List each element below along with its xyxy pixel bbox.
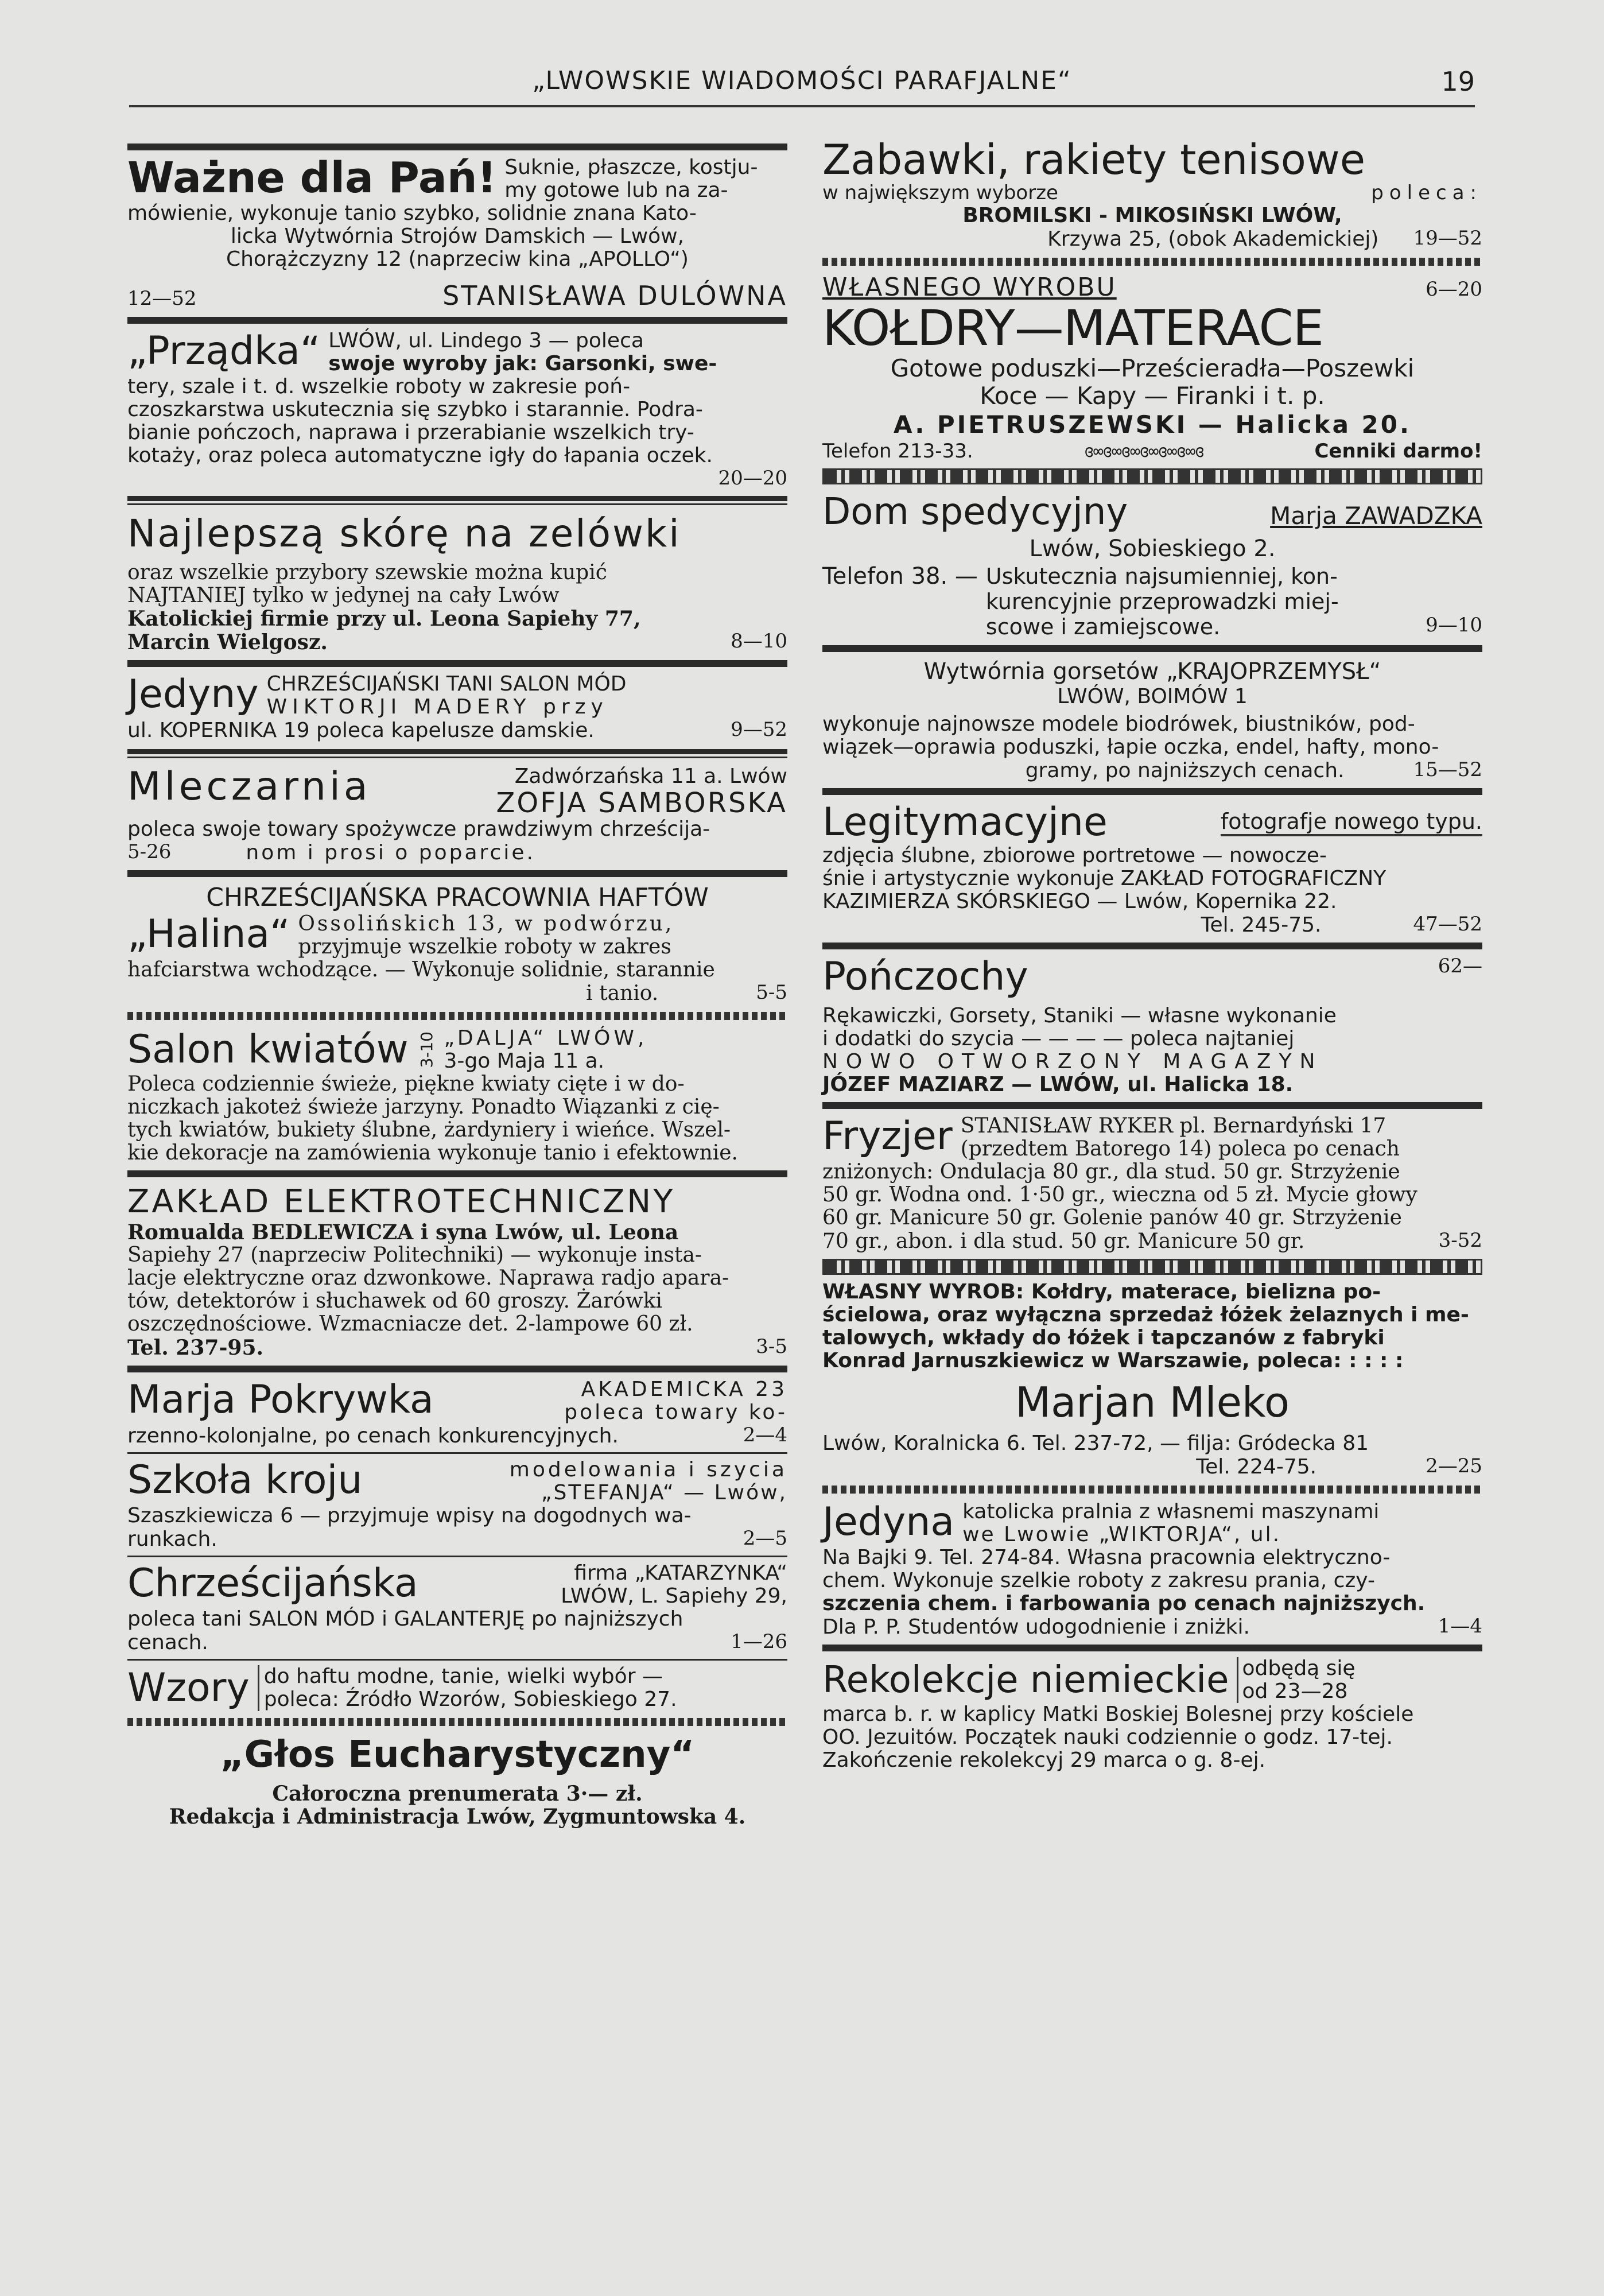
ad-text-line: lacje elektryczne oraz dzwonkowe. Naprawa radjo apara- — [127, 1266, 729, 1290]
ad-headline: Szkoła kroju — [127, 1457, 363, 1503]
ad-text-line: zdjęcia ślubne, zbiorowe portretowe — nowocze- — [822, 844, 1327, 867]
ad-text-line: CHRZEŚCIJAŃSKA PRACOWNIA HAFTÓW — [206, 883, 709, 912]
ad-glos-eucharystyczny — [127, 1733, 787, 1828]
ad-text-line: Cenniki darmo! — [1314, 440, 1482, 463]
ad-headline: „Prządka“ — [127, 328, 321, 374]
ad-text-line: katolicka pralnia z własnemi maszynami — [962, 1500, 1380, 1523]
ad-text-line: 50 gr. Wodna ond. 1·50 gr., wieczna od 5 zł. Mycie głowy — [822, 1183, 1417, 1207]
header-rule — [129, 105, 1475, 107]
ad-text-line: Chorążczyzny 12 (naprzeciw kina „APOLLO“) — [226, 247, 689, 271]
ad-text-line: Suknie, płaszcze, kostju- — [504, 156, 758, 179]
ad-headline: Zabawki, rakiety tenisowe — [822, 135, 1365, 184]
ad-text-line: ul. KOPERNIKA 19 poleca kapelusze damskie. — [127, 719, 595, 742]
ad-text-line: wykonuje najnowsze modele biodrówek, biustników, pod- — [822, 712, 1415, 736]
ad-rekolekcje — [822, 1657, 1482, 1772]
ad-code: 1—4 — [1438, 1615, 1482, 1638]
page-number: 19 — [1441, 66, 1475, 97]
ad-text-line: NOWO OTWORZONY MAGAZYN — [822, 1050, 1323, 1073]
ad-headline: Marjan Mleko — [1015, 1378, 1290, 1426]
ad-text-line: poleca swoje towary spożywcze prawdziwym chrześcija- — [127, 817, 710, 841]
ad-text-line: Tel. 237-95. — [127, 1336, 264, 1360]
ad-text-line: we Lwowie „WIKTORJA“, ul. — [962, 1523, 1281, 1546]
ad-headline: Legitymacyjne — [822, 800, 1108, 845]
ad-text-line: Tel. 245-75. — [1201, 913, 1322, 937]
ad-headline: Pończochy — [822, 954, 1028, 999]
ad-text-line: tów, detektorów i słuchawek od 60 groszy. Żarówki — [127, 1289, 662, 1313]
ad-headline: „Halina“ — [127, 912, 290, 957]
divider — [127, 660, 787, 667]
ad-wzory — [127, 1665, 787, 1711]
ad-text-line: szczenia chem. i farbowania po cenach najniższych. — [822, 1592, 1426, 1615]
page-title: „LWOWSKIE WIADOMOŚCI PARAFJALNE“ — [532, 66, 1072, 95]
ad-wazne-dla-pan — [127, 153, 787, 311]
divider — [127, 870, 787, 877]
divider — [127, 317, 787, 324]
page-header — [129, 66, 1475, 112]
ad-code: 5-26 — [127, 840, 172, 863]
ad-code: 5-5 — [756, 981, 787, 1004]
ad-jedyny — [127, 673, 787, 742]
ad-text-line: i dodatki do szycia — — — — poleca najtaniej — [822, 1027, 1295, 1050]
ad-skore — [127, 512, 787, 654]
ad-text-line: mówienie, wykonuje tanio szybko, solidnie znana Kato- — [127, 201, 697, 225]
ad-text-line: firma „KATARZYNKA“ — [574, 1561, 787, 1585]
ad-code: 6—20 — [1426, 278, 1482, 301]
ad-legitymacyjne — [822, 801, 1482, 937]
ad-text-line: Sapiehy 27 (naprzeciw Politechniki) — wykonuje insta- — [127, 1243, 702, 1267]
ad-text-line: (przedtem Batorego 14) poleca po cenach — [960, 1137, 1400, 1161]
divider — [822, 645, 1482, 652]
ad-text-line: licka Wytwórnia Strojów Damskich — Lwów, — [230, 224, 685, 248]
ad-signature: STANISŁAWA DULÓWNA — [442, 280, 787, 311]
ad-headline: Salon kwiatów — [127, 1027, 409, 1072]
ad-code: 8—10 — [731, 630, 787, 653]
divider — [822, 788, 1482, 795]
ad-text-line: nom i prosi o poparcie. — [246, 841, 535, 864]
ad-text-line: przyjmuje wszelkie roboty w zakres — [298, 935, 671, 959]
ad-text-line: fotografje nowego typu. — [1221, 809, 1482, 836]
divider — [127, 1659, 787, 1661]
ad-text-line: Gotowe poduszki—Prześcieradła—Poszewki — [890, 354, 1415, 382]
ad-text-line: STANISŁAW RYKER pl. Bernardyński 17 — [960, 1114, 1386, 1138]
ad-text-line: „DALJA“ LWÓW, — [444, 1026, 648, 1050]
ad-ponczochy — [822, 955, 1482, 1096]
ad-text-line: 60 gr. Manicure 50 gr. Golenie panów 40 gr. Strzyżenie — [822, 1206, 1402, 1230]
divider — [127, 1366, 787, 1372]
ornament-divider — [127, 1718, 787, 1726]
ad-text-line: „STEFANJA“ — Lwów, — [541, 1481, 787, 1504]
ad-text-line: do haftu modne, tanie, wielki wybór — — [263, 1665, 663, 1688]
ad-headline: Rekolekcje niemieckie — [822, 1659, 1229, 1701]
ad-text-line: cenach. — [127, 1631, 208, 1654]
divider — [822, 943, 1482, 949]
ad-halina — [127, 883, 787, 1005]
ad-text-line: marca b. r. w kaplicy Matki Boskiej Bolesnej przy kościele — [822, 1702, 1414, 1726]
ad-text-line: wiązek—oprawia poduszki, łapie oczka, endel, hafty, mono- — [822, 735, 1439, 759]
ad-salon-kwiatow — [127, 1027, 787, 1165]
ad-przadka — [127, 329, 787, 489]
ad-text-line: chem. Wykonuje szelkie roboty z zakresu prania, czy- — [822, 1569, 1375, 1592]
ad-text-line: ZOFJA SAMBORSKA — [496, 787, 787, 819]
ad-text-line: ścielowa, oraz wyłączna sprzedaż łóżek żelaznych i me- — [822, 1303, 1469, 1327]
ad-text-line: JÓZEF MAZIARZ — LWÓW, ul. Halicka 18. — [822, 1073, 1294, 1096]
ad-dom-spedycyjny — [822, 490, 1482, 639]
ad-headline: Najlepszą skórę na zelówki — [127, 511, 681, 556]
ad-text-line: Zakończenie rekolekcyj 29 marca o g. 8-ej. — [822, 1748, 1266, 1772]
ad-text-line: NAJTANIEJ tylko w jedynej na cały Lwów — [127, 584, 560, 607]
ad-text-line: śnie i artystycznie wykonuje ZAKŁAD FOTOGRAFICZNY — [822, 867, 1386, 890]
ad-code: 1—26 — [731, 1630, 787, 1653]
ad-headline: Wzory — [127, 1665, 250, 1711]
ad-text-line: tych kwiatów, bukiety ślubne, żardyniery i wieńce. Wszel- — [127, 1118, 731, 1142]
ad-text-line: modelowania i szycia — [509, 1458, 787, 1481]
ad-text-line: bianie pończoch, naprawa i przerabianie wszelkich try- — [127, 421, 694, 444]
ad-vertical-code: 3-10 — [417, 1031, 437, 1068]
ad-gorsety — [822, 658, 1482, 782]
ad-text-line: odbędą się — [1242, 1657, 1356, 1680]
ad-text-line: kurencyjnie przeprowadzki miej- — [985, 589, 1339, 614]
ad-text-line: KAZIMIERZA SKÓRSKIEGO — Lwów, Kopernika 22. — [822, 890, 1337, 913]
ad-code: 47—52 — [1413, 913, 1482, 936]
ad-code: 9—52 — [731, 718, 787, 741]
ad-text-line: 70 gr., abon. i dla stud. 50 gr. Manicure 50 gr. — [822, 1230, 1305, 1253]
ad-chrzescijanska — [127, 1562, 787, 1654]
ad-code: 9—10 — [1426, 614, 1482, 637]
ad-text-line: niczkach jakoteż świeże jarzyny. Ponadto Wiązanki z cię- — [127, 1095, 720, 1119]
ad-text-line: Redakcja i Administracja Lwów, Zygmuntowska 4. — [169, 1805, 746, 1829]
ad-text-line: Uskutecznia najsumienniej, kon- — [985, 564, 1338, 589]
ad-text-line: rzenno-kolonjalne, po cenach konkurencyjnych. — [127, 1424, 619, 1448]
ad-text-line: oraz wszelkie przybory szewskie można kupić — [127, 561, 607, 584]
ornament-chain: ɞ∞ɞ∞ɞ∞ɞ∞ɞ∞ɞ∞ɞ — [1083, 441, 1204, 461]
divider — [127, 1170, 787, 1177]
ad-text-line: LWÓW, ul. Lindego 3 — poleca — [328, 329, 644, 352]
ornament-divider — [822, 1259, 1482, 1275]
ad-text-line: Wytwórnia gorsetów „KRAJOPRZEMYSŁ“ — [923, 658, 1381, 685]
ad-wlasny-wyrob — [822, 1281, 1482, 1479]
ad-text-line: AKADEMICKA 23 — [581, 1378, 787, 1401]
divider — [127, 749, 787, 758]
ad-text-line: w największym wyborze — [822, 181, 1058, 204]
ad-text-line: Poleca codziennie świeże, piękne kwiaty cięte i w do- — [127, 1072, 685, 1096]
ad-headline: Jedyny — [127, 672, 259, 717]
ad-text-line: WŁASNEGO WYROBU — [822, 273, 1117, 302]
ad-code: 2—25 — [1426, 1455, 1482, 1477]
ad-marja-pokrywka — [127, 1378, 787, 1448]
left-column — [127, 138, 787, 2158]
ad-headline: Chrześcijańska — [127, 1561, 418, 1606]
divider — [127, 1556, 787, 1557]
ad-text-line: WŁASNY WYROB: Kołdry, materace, bielizna po- — [822, 1280, 1381, 1304]
ad-code: 12—52 — [127, 287, 197, 310]
ad-text-line: Szaszkiewicza 6 — przyjmuje wpisy na dogodnych wa- — [127, 1504, 692, 1527]
ornament-divider — [822, 258, 1482, 266]
ad-code: 2—5 — [743, 1527, 787, 1550]
ad-text-line: Tel. 224-75. — [1196, 1455, 1317, 1479]
ad-text-line: Całoroczna prenumerata 3·— zł. — [272, 1782, 643, 1806]
ad-text-line: LWÓW, L. Sapiehy 29, — [561, 1584, 787, 1608]
ad-text-line: Romualda BEDLEWICZA i syna Lwów, ul. Leona — [127, 1220, 679, 1244]
ad-text-line: Katolickiej firmie przy ul. Leona Sapiehy 77, — [127, 607, 641, 631]
ad-headline: Dom spedycyjny — [822, 491, 1128, 533]
ad-code: 20—20 — [718, 467, 787, 490]
ad-text-line: Dla P. P. Studentów udogodnienie i zniżki. — [822, 1615, 1250, 1639]
ad-text-line: A. PIETRUSZEWSKI — Halicka 20. — [894, 410, 1411, 439]
ad-text-line: czoszkarstwa uskutecznia się szybko i starannie. Podra- — [127, 398, 703, 421]
ad-text-line: my gotowe lub na za- — [504, 179, 728, 202]
ad-text-line: Ossolińskich 13, w podwórzu, — [298, 912, 674, 936]
ad-headline: KOŁDRY—MATERACE — [822, 300, 1323, 357]
ad-text-line: WIKTORJI MADERY przy — [266, 695, 608, 719]
ad-code: 62— — [1438, 955, 1482, 978]
divider — [127, 1452, 787, 1454]
ad-text-line: od 23—28 — [1242, 1680, 1348, 1703]
ad-text-line: LWÓW, BOIMÓW 1 — [1057, 685, 1248, 708]
ad-text-line: 3-go Maja 11 a. — [444, 1049, 605, 1073]
ad-code: 15—52 — [1413, 758, 1482, 781]
ad-zabawki — [822, 135, 1482, 251]
ad-headline: Jedyna — [822, 1499, 955, 1545]
ad-text-line: Na Bajki 9. Tel. 274-84. Własna pracownia elektryczno- — [822, 1546, 1391, 1569]
ad-code: 19—52 — [1413, 227, 1482, 250]
ad-text-line: zniżonych: Ondulacja 80 gr., dla stud. 50 gr. Strzyżenie — [822, 1160, 1400, 1184]
ad-text-line: scowe i zamiejscowe. — [985, 614, 1221, 639]
divider — [822, 1102, 1482, 1109]
ad-szkola-kroju — [127, 1459, 787, 1551]
ad-mleczarnia — [127, 765, 787, 864]
ad-text-line: Zadwórzańska 11 a. Lwów — [514, 765, 787, 788]
ad-jedyna-pralnia — [822, 1500, 1482, 1639]
divider — [127, 496, 787, 505]
ad-headline: Marja Pokrywka — [127, 1377, 434, 1422]
ad-headline: Mleczarnia — [127, 764, 371, 809]
ad-text-line: Telefon 213-33. — [822, 440, 973, 463]
ad-text-line: Lwów, Sobieskiego 2. — [1029, 536, 1276, 562]
ad-text-line: poleca: Źródło Wzorów, Sobieskiego 27. — [263, 1688, 677, 1711]
ornament-divider — [127, 1012, 787, 1020]
ad-text-line: tery, szale i t. d. wszelkie roboty w zakresie poń- — [127, 375, 631, 398]
ad-text-line: BROMILSKI - MIKOSIŃSKI LWÓW, — [962, 204, 1342, 227]
ad-text-line: hafciarstwa wchodzące. — Wykonuje solidnie, starannie — [127, 958, 715, 982]
ad-text-line: kotaży, oraz poleca automatyczne igły do łapania oczek. — [127, 444, 713, 467]
divider — [822, 1645, 1482, 1651]
ad-text-line: Marja ZAWADZKA — [1270, 502, 1482, 530]
ad-text-line: CHRZEŚCIJAŃSKI TANI SALON MÓD — [266, 672, 627, 696]
ad-text-line: Lwów, Koralnicka 6. Tel. 237-72, — filja: Gródecka 81 — [822, 1432, 1369, 1455]
ad-text-line: Krzywa 25, (obok Akademickiej) — [1047, 227, 1379, 251]
ad-text-line: Konrad Jarnuszkiewicz w Warszawie, poleca: : : : : — [822, 1349, 1404, 1372]
ad-text-line: Koce — Kapy — Firanki i t. p. — [980, 382, 1325, 410]
divider — [127, 144, 787, 150]
ad-text-line: Telefon 38. — — [822, 563, 978, 589]
ad-text-line: gramy, po najniższych cenach. — [1025, 759, 1345, 782]
ad-fryzjer — [822, 1115, 1482, 1253]
ad-text-line: talowych, wkłady do łóżek i tapczanów z fabryki — [822, 1326, 1385, 1349]
ad-text-line: OO. Jezuitów. Początek nauki codziennie o godz. 17-tej. — [822, 1725, 1393, 1749]
ad-text-line: i tanio. — [586, 982, 659, 1005]
ad-code: 2—4 — [743, 1424, 787, 1446]
ornament-divider — [822, 468, 1482, 484]
ad-zaklad-elektrotechniczny — [127, 1183, 787, 1360]
ad-text-line: Marcin Wielgosz. — [127, 630, 328, 654]
ad-text-line: poleca towary ko- — [564, 1401, 787, 1424]
ornament-divider — [822, 1486, 1482, 1494]
ad-headline: Ważne dla Pań! — [127, 153, 497, 203]
right-column — [822, 135, 1482, 2158]
ad-code: 3-5 — [756, 1335, 787, 1358]
ad-koldry-materace — [822, 273, 1482, 463]
ad-text-line: poleca: — [1371, 181, 1482, 204]
ad-text-line: kie dekoracje na zamówienia wykonuje tanio i efektownie. — [127, 1141, 739, 1165]
ad-headline: ZAKŁAD ELEKTROTECHNICZNY — [127, 1183, 675, 1220]
ad-text-line: runkach. — [127, 1527, 218, 1551]
ad-headline: Fryzjer — [822, 1114, 953, 1159]
ad-text-line: Rękawiczki, Gorsety, Staniki — własne wykonanie — [822, 1004, 1337, 1027]
ad-code: 3-52 — [1438, 1229, 1482, 1252]
ad-text-line: poleca tani SALON MÓD i GALANTERJĘ po najniższych — [127, 1607, 683, 1631]
ad-headline: „Głos Eucharystyczny“ — [220, 1733, 695, 1776]
ad-text-line: oszczędnościowe. Wzmacniacze det. 2-lampowe 60 zł. — [127, 1312, 693, 1336]
ad-text-line: swoje wyroby jak: Garsonki, swe- — [328, 352, 717, 375]
